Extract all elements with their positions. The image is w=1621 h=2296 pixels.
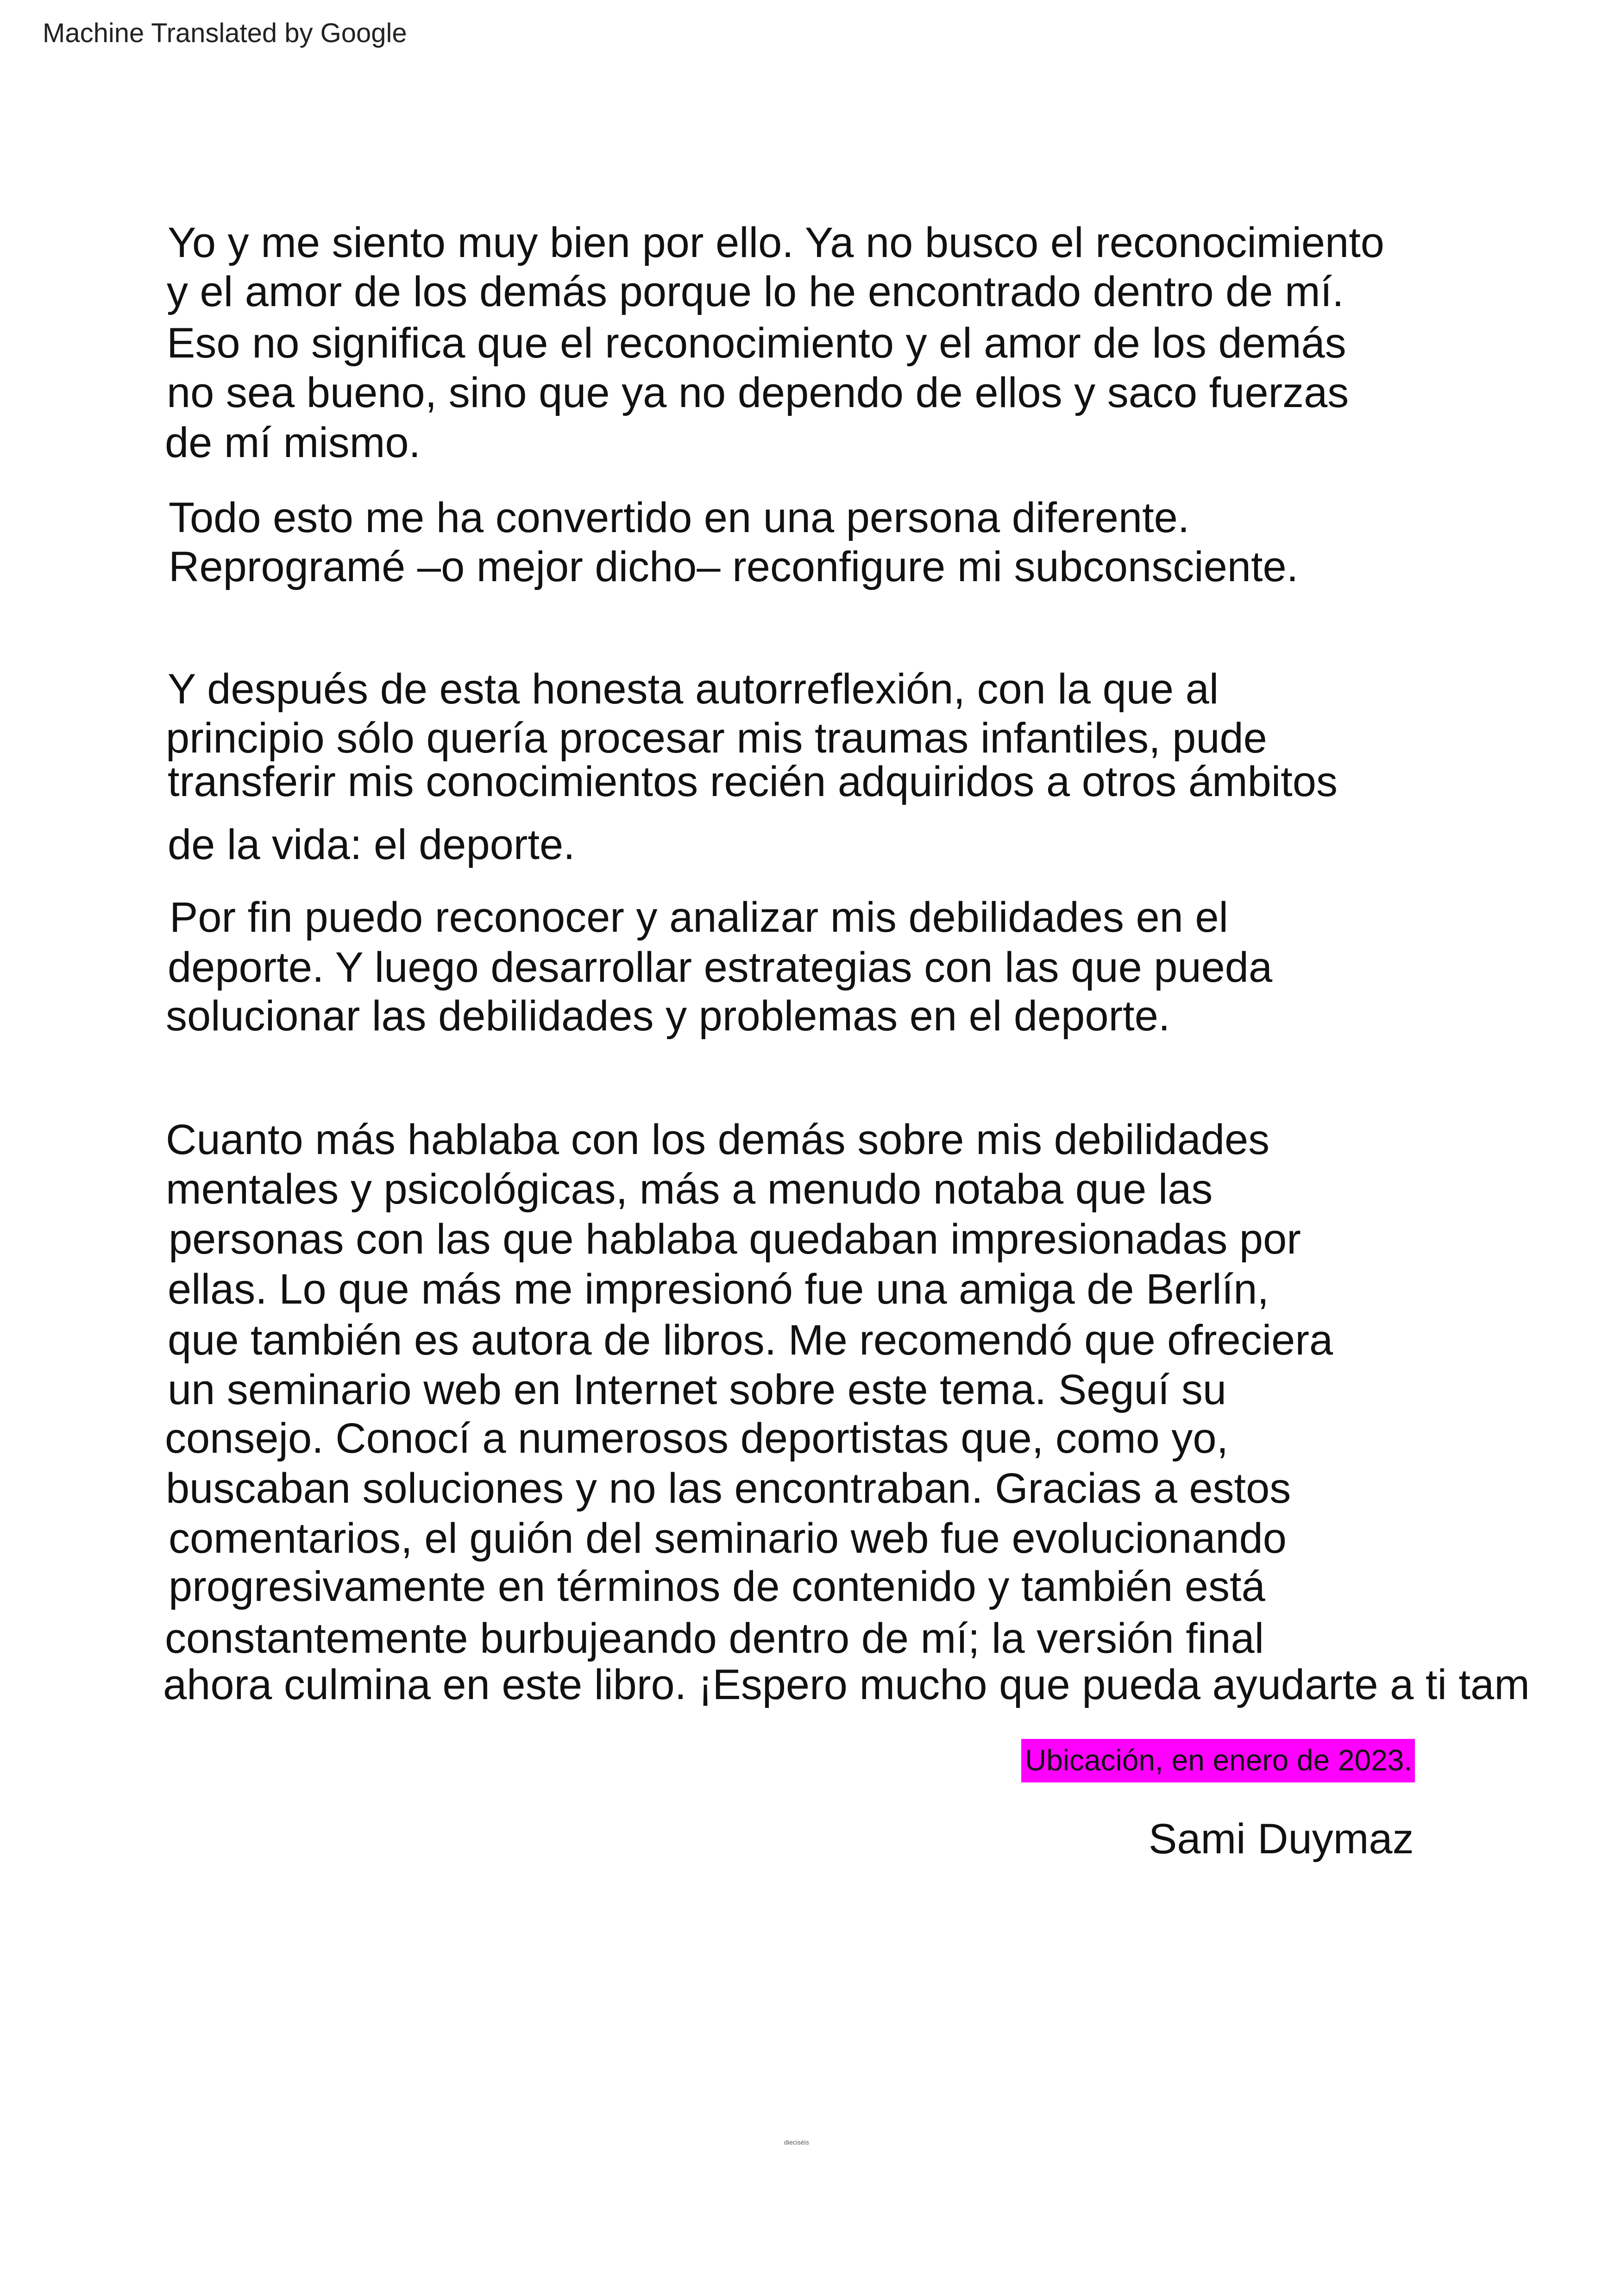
author-signature: Sami Duymaz bbox=[1149, 1815, 1414, 1863]
paragraph-1-line-4: no sea bueno, sino que ya no dependo de ellos y saco fuerzas bbox=[167, 369, 1349, 416]
paragraph-4-line-2: deporte. Y luego desarrollar estrategias con las que pueda bbox=[168, 944, 1273, 991]
location-date-highlight: Ubicación, en enero de 2023. bbox=[1021, 1739, 1415, 1782]
paragraph-4-line-1: Por fin puedo reconocer y analizar mis debilidades en el bbox=[170, 894, 1228, 941]
paragraph-3-line-4: de la vida: el deporte. bbox=[168, 821, 575, 868]
paragraph-1-line-1: Yo y me siento muy bien por ello. Ya no busco el reconocimiento bbox=[168, 219, 1384, 266]
paragraph-1-line-3: Eso no significa que el reconocimiento y el amor de los demás bbox=[167, 320, 1346, 367]
paragraph-5-line-5: que también es autora de libros. Me recomendó que ofreciera bbox=[168, 1317, 1333, 1364]
page-number: dieciséis bbox=[784, 2139, 809, 2146]
paragraph-5-line-12: ahora culmina en este libro. ¡Espero mucho que pueda ayudarte a ti tam bbox=[163, 1661, 1530, 1708]
paragraph-5-line-2: mentales y psicológicas, más a menudo notaba que las bbox=[166, 1166, 1213, 1213]
paragraph-2-line-2: Reprogramé –o mejor dicho– reconfigure mi subconsciente. bbox=[169, 543, 1299, 590]
paragraph-5-line-10: progresivamente en términos de contenido y también está bbox=[169, 1563, 1265, 1610]
paragraph-1-line-5: de mí mismo. bbox=[165, 419, 421, 466]
paragraph-5-line-6: un seminario web en Internet sobre este tema. Seguí su bbox=[168, 1366, 1226, 1413]
paragraph-5-line-1: Cuanto más hablaba con los demás sobre mis debilidades bbox=[166, 1116, 1270, 1163]
paragraph-5-line-4: ellas. Lo que más me impresionó fue una amiga de Berlín, bbox=[168, 1266, 1269, 1313]
paragraph-2-line-1: Todo esto me ha convertido en una persona diferente. bbox=[169, 494, 1190, 541]
paragraph-3-line-1: Y después de esta honesta autorreflexión, con la que al bbox=[168, 665, 1219, 713]
paragraph-4-line-3: solucionar las debilidades y problemas en el deporte. bbox=[166, 992, 1170, 1040]
paragraph-5-line-8: buscaban soluciones y no las encontraban. Gracias a estos bbox=[166, 1465, 1291, 1512]
paragraph-5-line-9: comentarios, el guión del seminario web fue evolucionando bbox=[169, 1515, 1287, 1562]
paragraph-3-line-3: transferir mis conocimientos recién adquiridos a otros ámbitos bbox=[168, 758, 1338, 805]
translation-banner: Machine Translated by Google bbox=[43, 18, 407, 48]
paragraph-3-line-2: principio sólo quería procesar mis traumas infantiles, pude bbox=[166, 715, 1267, 762]
paragraph-5-line-7: consejo. Conocí a numerosos deportistas que, como yo, bbox=[165, 1415, 1229, 1462]
paragraph-5-line-3: personas con las que hablaba quedaban impresionadas por bbox=[169, 1216, 1301, 1263]
paragraph-1-line-2: y el amor de los demás porque lo he encontrado dentro de mí. bbox=[167, 268, 1344, 315]
paragraph-5-line-11: constantemente burbujeando dentro de mí; la versión final bbox=[165, 1615, 1264, 1662]
